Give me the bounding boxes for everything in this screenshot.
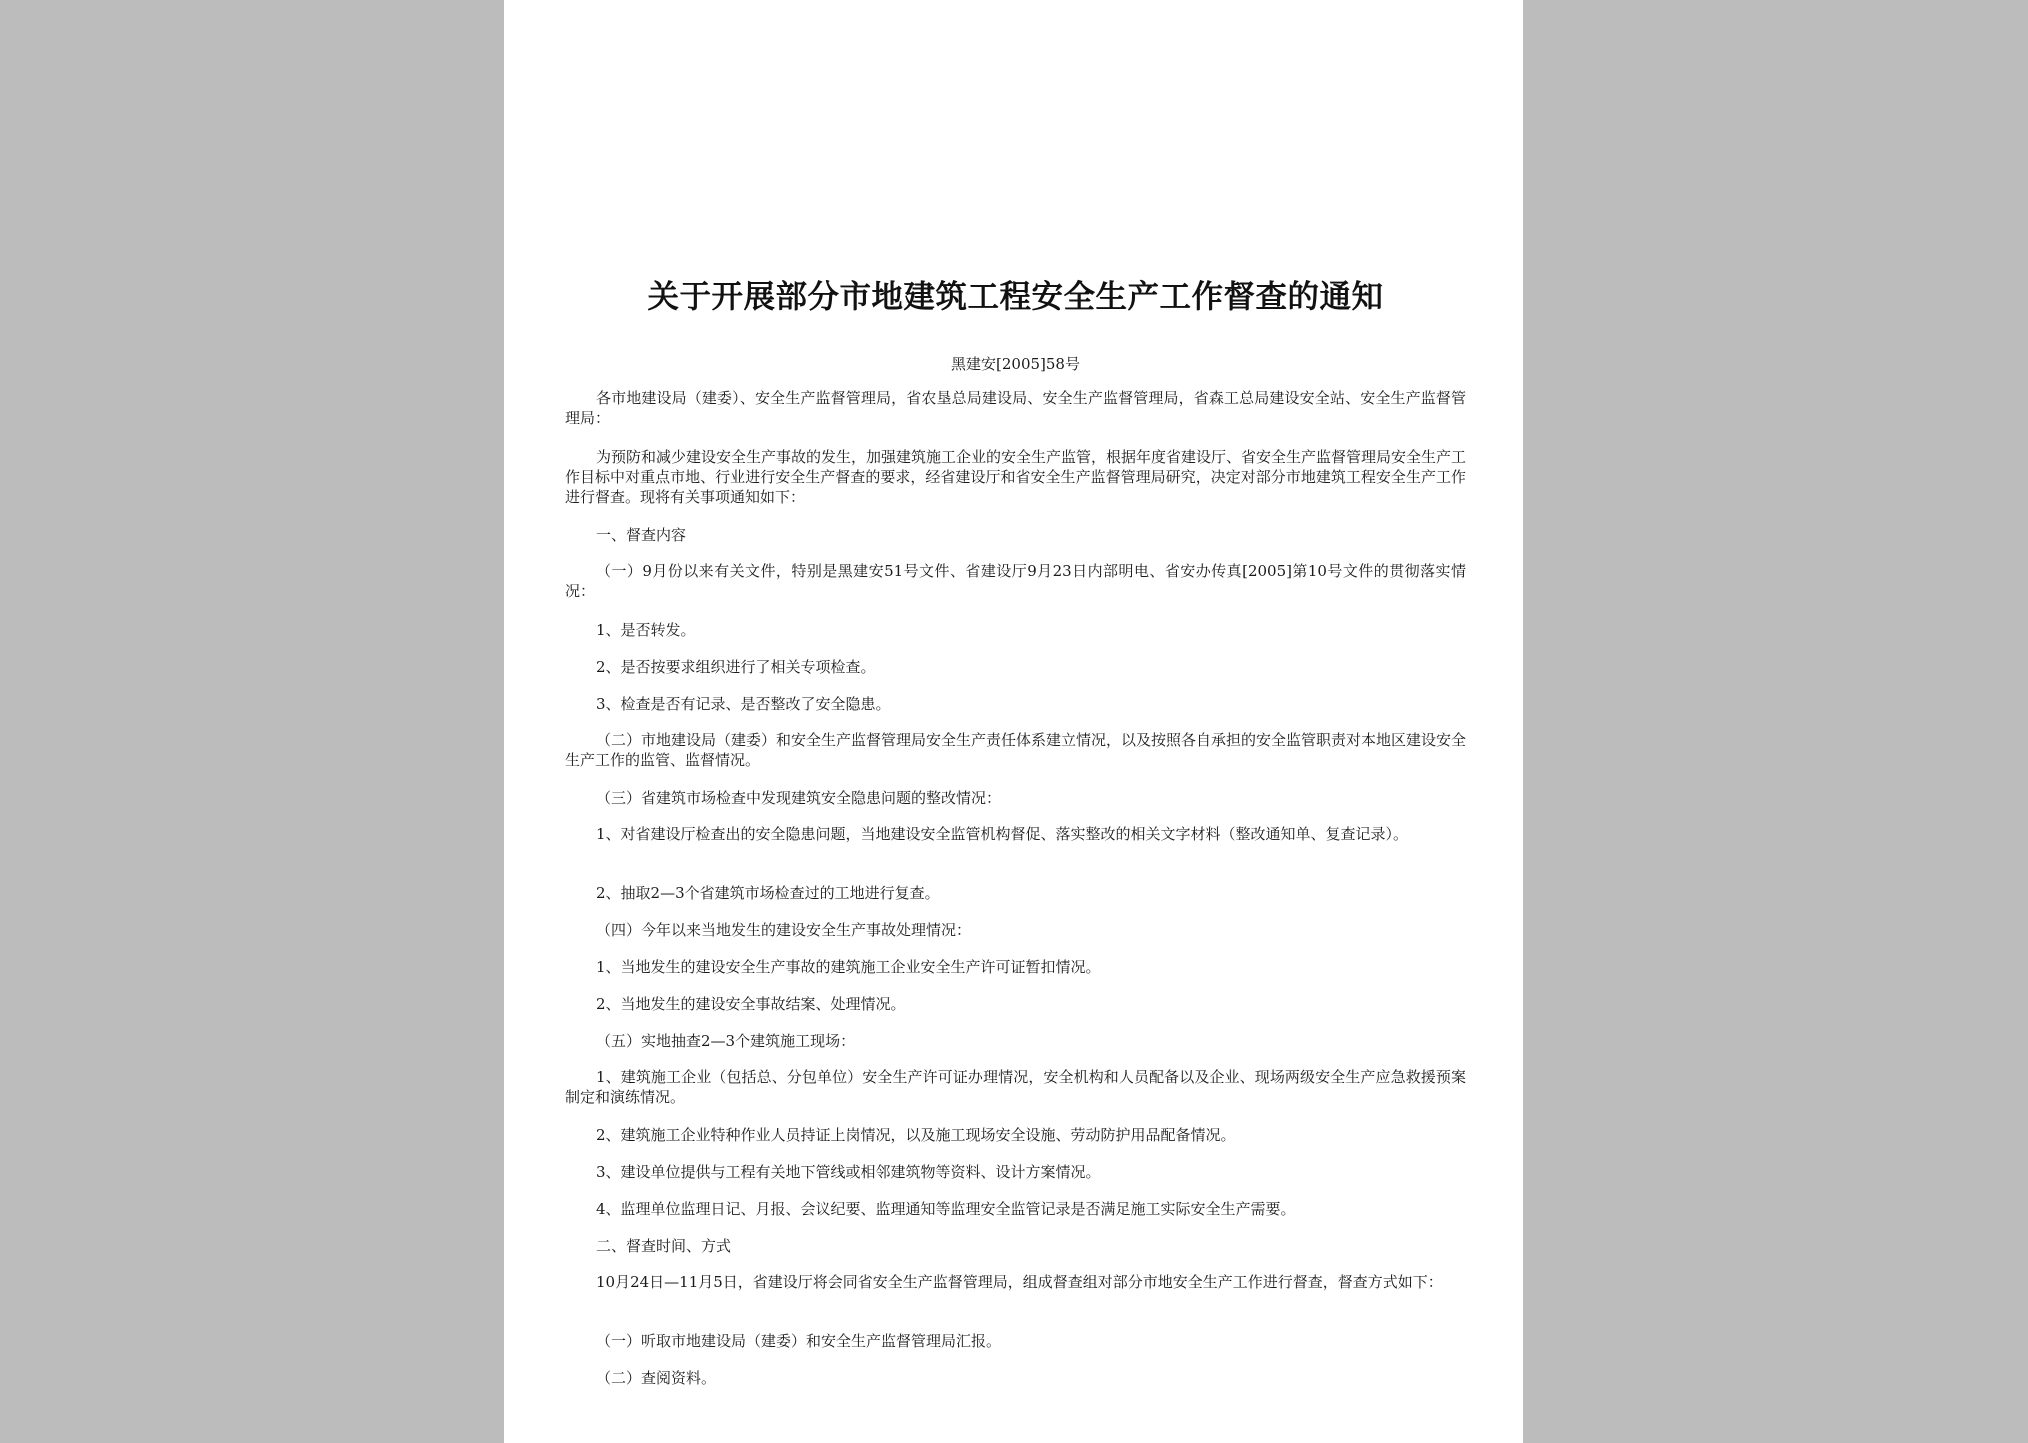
section-heading: 一、督查内容 [596, 526, 687, 544]
paragraph: 3、检查是否有记录、是否整改了安全隐患。 [596, 695, 891, 713]
paragraph: （一）9月份以来有关文件，特别是黑建安51号文件、省建设厅9月23日内部明电、省安办传真[2005]第10号文件的贯彻落实情况： [565, 562, 1466, 600]
paragraph: 1、当地发生的建设安全生产事故的建筑施工企业安全生产许可证暂扣情况。 [596, 958, 1101, 976]
paragraph: 4、监理单位监理日记、月报、会议纪要、监理通知等监理安全监管记录是否满足施工实际安全生产需要。 [596, 1200, 1296, 1218]
paragraph: （二）查阅资料。 [596, 1369, 717, 1387]
paragraph: 3、建设单位提供与工程有关地下管线或相邻建筑物等资料、设计方案情况。 [596, 1163, 1101, 1181]
paragraph: （一）听取市地建设局（建委）和安全生产监督管理局汇报。 [596, 1332, 1002, 1350]
document-title: 关于开展部分市地建筑工程安全生产工作督查的通知 [647, 279, 1384, 315]
paragraph: （五）实地抽查2—3个建筑施工现场： [596, 1032, 856, 1050]
paragraph: 2、是否按要求组织进行了相关专项检查。 [596, 658, 876, 676]
paragraph-addressees: 各市地建设局（建委）、安全生产监督管理局，省农垦总局建设局、安全生产监督管理局，省森工总局建设安全站、安全生产监督管理局： [565, 389, 1466, 427]
paragraph: 2、抽取2—3个省建筑市场检查过的工地进行复查。 [596, 884, 940, 902]
paragraph: 2、建筑施工企业特种作业人员持证上岗情况，以及施工现场安全设施、劳动防护用品配备情况。 [596, 1126, 1236, 1144]
paragraph: 10月24日—11月5日，省建设厅将会同省安全生产监督管理局，组成督查组对部分市地安全生产工作进行督查，督查方式如下： [596, 1273, 1443, 1291]
document-page [504, 0, 1523, 1443]
paragraph: 1、对省建设厅检查出的安全隐患问题，当地建设安全监管机构督促、落实整改的相关文字材料（整改通知单、复查记录）。 [596, 825, 1409, 843]
paragraph: （三）省建筑市场检查中发现建筑安全隐患问题的整改情况： [596, 789, 1002, 807]
paragraph: 2、当地发生的建设安全事故结案、处理情况。 [596, 995, 906, 1013]
paragraph-intro: 为预防和减少建设安全生产事故的发生，加强建筑施工企业的安全生产监管，根据年度省建设厅、省安全生产监督管理局安全生产工作目标中对重点市地、行业进行安全生产督查的要求，经省建设厅和省安全生产监督管理局研究，决定对部分市地建筑工程安全生产工作进行督查。现将有关事项通知如下： [565, 448, 1467, 506]
paragraph: 1、是否转发。 [596, 621, 696, 639]
paragraph: （二）市地建设局（建委）和安全生产监督管理局安全生产责任体系建立情况，以及按照各自承担的安全监管职责对本地区建设安全生产工作的监管、监督情况。 [565, 731, 1467, 769]
document-number: 黑建安[2005]58号 [951, 355, 1080, 373]
section-heading: 二、督查时间、方式 [596, 1237, 732, 1255]
paragraph: 1、建筑施工企业（包括总、分包单位）安全生产许可证办理情况，安全机构和人员配备以及企业、现场两级安全生产应急救援预案制定和演练情况。 [565, 1068, 1466, 1106]
paragraph: （四）今年以来当地发生的建设安全生产事故处理情况： [596, 921, 972, 939]
